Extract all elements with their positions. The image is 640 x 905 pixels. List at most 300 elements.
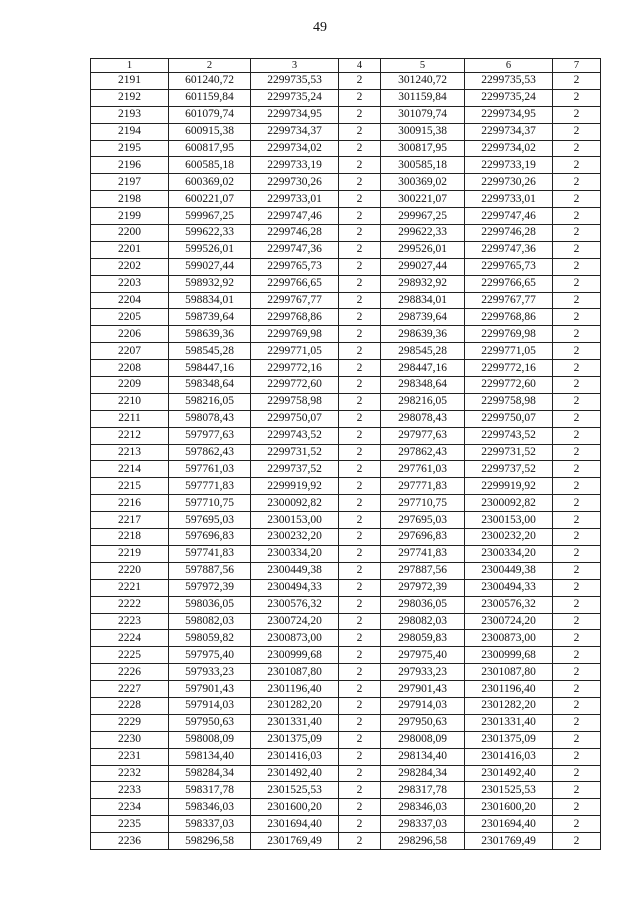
table-cell: 2222 [91,596,169,613]
table-cell: 2299769,98 [465,326,553,343]
table-cell: 597950,63 [169,714,251,731]
table-cell: 2301087,80 [251,664,339,681]
table-row [91,630,601,647]
table-cell: 598447,16 [169,360,251,377]
table-cell: 2 [339,596,381,613]
table-cell: 2300092,82 [465,495,553,512]
table-cell: 2 [339,157,381,174]
table-cell: 2 [553,309,601,326]
table-cell: 597977,63 [169,427,251,444]
table-cell: 299967,25 [381,208,465,225]
table-cell: 2300999,68 [465,647,553,664]
table-cell: 298059,83 [381,630,465,647]
table-cell: 2 [339,123,381,140]
table-cell: 2299734,95 [251,106,339,123]
table-cell: 2215 [91,478,169,495]
table-cell: 2 [339,512,381,529]
column-header: 7 [553,59,601,73]
table-cell: 2 [553,241,601,258]
table-cell: 2301694,40 [465,816,553,833]
table-cell: 2299733,01 [251,191,339,208]
table-row [91,377,601,394]
table-cell: 2301416,03 [465,748,553,765]
table-cell: 2233 [91,782,169,799]
table-cell: 2 [553,647,601,664]
table-body [91,73,601,850]
table-cell: 2212 [91,427,169,444]
table-cell: 2299735,24 [465,89,553,106]
column-header: 2 [169,59,251,73]
table-cell: 2301525,53 [465,782,553,799]
table-cell: 2299733,19 [251,157,339,174]
table-row [91,140,601,157]
table-cell: 597761,03 [169,461,251,478]
table-cell: 2 [339,647,381,664]
table-cell: 298317,78 [381,782,465,799]
table-cell: 298284,34 [381,765,465,782]
table-cell: 298082,03 [381,613,465,630]
table-cell: 2299746,28 [251,225,339,242]
table-cell: 2 [339,191,381,208]
table-cell: 2217 [91,512,169,529]
table-cell: 2299767,77 [251,292,339,309]
table-cell: 2300449,38 [465,562,553,579]
table-cell: 2299750,07 [465,410,553,427]
table-cell: 2 [339,309,381,326]
table-row [91,258,601,275]
table-cell: 2299743,52 [251,427,339,444]
table-cell: 298296,58 [381,833,465,850]
table-cell: 2 [339,681,381,698]
table-row [91,427,601,444]
table-cell: 2209 [91,377,169,394]
table-cell: 2 [553,73,601,90]
table-cell: 2300153,00 [251,512,339,529]
table-cell: 2299758,98 [465,393,553,410]
table-cell: 300221,07 [381,191,465,208]
table-cell: 297761,03 [381,461,465,478]
table-cell: 2198 [91,191,169,208]
table-cell: 2301600,20 [465,799,553,816]
table-cell: 2299734,02 [251,140,339,157]
table-cell: 2216 [91,495,169,512]
table-cell: 2299765,73 [465,258,553,275]
table-cell: 2 [339,208,381,225]
table-cell: 2301769,49 [465,833,553,850]
table-cell: 2224 [91,630,169,647]
table-row [91,512,601,529]
table-cell: 2 [553,630,601,647]
table-cell: 2 [553,579,601,596]
table-cell: 2200 [91,225,169,242]
table-cell: 2299766,65 [465,275,553,292]
table-cell: 2 [339,174,381,191]
table-cell: 2234 [91,799,169,816]
table-cell: 2299734,37 [251,123,339,140]
table-cell: 2193 [91,106,169,123]
table-cell: 2202 [91,258,169,275]
table-cell: 2 [339,697,381,714]
table-cell: 297695,03 [381,512,465,529]
table-row [91,208,601,225]
table-cell: 601240,72 [169,73,251,90]
table-row [91,191,601,208]
table-cell: 300915,38 [381,123,465,140]
table-cell: 2220 [91,562,169,579]
table-cell: 2 [553,799,601,816]
table-cell: 600915,38 [169,123,251,140]
table-cell: 2226 [91,664,169,681]
table-cell: 598078,43 [169,410,251,427]
table-cell: 2 [339,377,381,394]
table-cell: 2 [339,478,381,495]
table-cell: 2 [339,326,381,343]
table-cell: 2235 [91,816,169,833]
table-row [91,799,601,816]
table-cell: 2299731,52 [251,444,339,461]
table-row [91,579,601,596]
table-cell: 2300576,32 [251,596,339,613]
table-cell: 598337,03 [169,816,251,833]
table-cell: 2299758,98 [251,393,339,410]
table-cell: 2 [553,816,601,833]
table-row [91,748,601,765]
table-cell: 598348,64 [169,377,251,394]
table-row [91,393,601,410]
table-cell: 2299747,36 [251,241,339,258]
table-cell: 298834,01 [381,292,465,309]
table-cell: 2299766,65 [251,275,339,292]
table-cell: 2299730,26 [251,174,339,191]
table-cell: 297771,83 [381,478,465,495]
table-cell: 597696,83 [169,529,251,546]
table-cell: 2 [339,765,381,782]
table-cell: 599967,25 [169,208,251,225]
table-cell: 2299919,92 [465,478,553,495]
table-row [91,444,601,461]
table-cell: 2 [553,191,601,208]
column-header: 1 [91,59,169,73]
table-cell: 2213 [91,444,169,461]
column-header: 3 [251,59,339,73]
table-cell: 298348,64 [381,377,465,394]
table-row [91,782,601,799]
table-cell: 2 [553,360,601,377]
table-cell: 300585,18 [381,157,465,174]
table-cell: 598216,05 [169,393,251,410]
table-cell: 2 [339,562,381,579]
table-cell: 2230 [91,731,169,748]
table-row [91,73,601,90]
table-cell: 2218 [91,529,169,546]
table-cell: 2 [339,444,381,461]
table-cell: 600817,95 [169,140,251,157]
table-cell: 297741,83 [381,545,465,562]
table-cell: 2 [553,562,601,579]
table-cell: 2 [339,748,381,765]
table-cell: 2299735,53 [465,73,553,90]
table-cell: 2299747,36 [465,241,553,258]
table-row [91,714,601,731]
table-cell: 2 [553,377,601,394]
table-row [91,647,601,664]
table-cell: 598036,05 [169,596,251,613]
table-cell: 2299743,52 [465,427,553,444]
table-cell: 2299769,98 [251,326,339,343]
table-cell: 2232 [91,765,169,782]
table-cell: 2299768,86 [251,309,339,326]
table-cell: 2300724,20 [465,613,553,630]
table-cell: 297901,43 [381,681,465,698]
table-cell: 2236 [91,833,169,850]
table-cell: 297972,39 [381,579,465,596]
table-cell: 297933,23 [381,664,465,681]
table-row [91,697,601,714]
table-cell: 2300999,68 [251,647,339,664]
table-cell: 2 [553,765,601,782]
table-cell: 601079,74 [169,106,251,123]
table-cell: 2299730,26 [465,174,553,191]
table-row [91,731,601,748]
table-cell: 2300092,82 [251,495,339,512]
table-cell: 301079,74 [381,106,465,123]
table-cell: 298337,03 [381,816,465,833]
table-cell: 298739,64 [381,309,465,326]
table-cell: 301240,72 [381,73,465,90]
table-cell: 2221 [91,579,169,596]
table-cell: 2228 [91,697,169,714]
table-cell: 2207 [91,343,169,360]
table-row [91,174,601,191]
table-cell: 2 [339,343,381,360]
table-cell: 298639,36 [381,326,465,343]
table-cell: 2299772,16 [251,360,339,377]
table-cell: 2299767,77 [465,292,553,309]
table-cell: 2 [339,664,381,681]
column-header: 5 [381,59,465,73]
table-cell: 2 [339,731,381,748]
table-cell: 2301196,40 [465,681,553,698]
table-cell: 2301694,40 [251,816,339,833]
table-cell: 2204 [91,292,169,309]
table-cell: 2203 [91,275,169,292]
table-cell: 2 [339,410,381,427]
table-cell: 2231 [91,748,169,765]
table-cell: 2300153,00 [465,512,553,529]
table-cell: 2299735,24 [251,89,339,106]
table-cell: 2 [553,495,601,512]
table-cell: 2300494,33 [465,579,553,596]
table-cell: 598284,34 [169,765,251,782]
table-cell: 2 [553,596,601,613]
table-cell: 2219 [91,545,169,562]
table-cell: 2 [553,174,601,191]
table-cell: 298078,43 [381,410,465,427]
table-cell: 2 [339,630,381,647]
table-row [91,360,601,377]
table-row [91,529,601,546]
table-cell: 2194 [91,123,169,140]
table-cell: 2299734,37 [465,123,553,140]
table-cell: 2 [339,241,381,258]
table-cell: 298134,40 [381,748,465,765]
table-cell: 2301600,20 [251,799,339,816]
table-cell: 2 [553,410,601,427]
table-cell: 2299733,01 [465,191,553,208]
table-row [91,157,601,174]
table-cell: 2 [339,73,381,90]
table-cell: 2299772,60 [251,377,339,394]
table-cell: 298447,16 [381,360,465,377]
table-cell: 2300334,20 [465,545,553,562]
table-cell: 2 [553,512,601,529]
table-cell: 297887,56 [381,562,465,579]
table-cell: 300817,95 [381,140,465,157]
table-cell: 2299747,46 [465,208,553,225]
table-cell: 598932,92 [169,275,251,292]
table-cell: 2301375,09 [251,731,339,748]
table-cell: 2299735,53 [251,73,339,90]
table-cell: 2 [339,140,381,157]
table-cell: 2 [553,393,601,410]
table-cell: 598739,64 [169,309,251,326]
table-cell: 597972,39 [169,579,251,596]
table-row [91,343,601,360]
table-row [91,664,601,681]
table-cell: 2300873,00 [465,630,553,647]
table-header-row [91,59,601,73]
table-cell: 2299737,52 [251,461,339,478]
table-cell: 2 [339,393,381,410]
table-row [91,816,601,833]
table-row [91,562,601,579]
table-cell: 2301416,03 [251,748,339,765]
table-cell: 2301282,20 [465,697,553,714]
table-cell: 2301375,09 [465,731,553,748]
table-cell: 2 [339,833,381,850]
table-cell: 2299731,52 [465,444,553,461]
table-cell: 2301769,49 [251,833,339,850]
table-cell: 2 [553,343,601,360]
table-cell: 2 [553,427,601,444]
table-cell: 597933,23 [169,664,251,681]
table-row [91,613,601,630]
table-cell: 2299772,16 [465,360,553,377]
table-cell: 2301196,40 [251,681,339,698]
table-cell: 2192 [91,89,169,106]
table-cell: 2 [553,444,601,461]
table-cell: 598545,28 [169,343,251,360]
table-cell: 2 [553,292,601,309]
table-cell: 298932,92 [381,275,465,292]
table-cell: 2 [339,461,381,478]
table-cell: 2 [339,292,381,309]
table-cell: 2 [339,106,381,123]
table-cell: 2199 [91,208,169,225]
table-cell: 598317,78 [169,782,251,799]
table-cell: 2 [553,123,601,140]
table-cell: 2 [339,258,381,275]
table-cell: 597771,83 [169,478,251,495]
table-cell: 598346,03 [169,799,251,816]
column-header: 6 [465,59,553,73]
table-cell: 600369,02 [169,174,251,191]
table-cell: 600585,18 [169,157,251,174]
table-cell: 298545,28 [381,343,465,360]
table-row [91,478,601,495]
page-number: 49 [313,20,327,35]
table-cell: 2227 [91,681,169,698]
table-cell: 597975,40 [169,647,251,664]
table-cell: 2300232,20 [251,529,339,546]
table-cell: 2301492,40 [465,765,553,782]
table-cell: 2 [339,427,381,444]
table-cell: 599622,33 [169,225,251,242]
table-cell: 300369,02 [381,174,465,191]
table-cell: 299526,01 [381,241,465,258]
table-cell: 2196 [91,157,169,174]
table-cell: 2301331,40 [465,714,553,731]
table-row [91,241,601,258]
table-cell: 2 [339,782,381,799]
table-cell: 297696,83 [381,529,465,546]
table-cell: 2 [553,326,601,343]
coordinates-table [90,58,601,850]
table-row [91,545,601,562]
table-cell: 2 [553,697,601,714]
table-cell: 598082,03 [169,613,251,630]
table-cell: 2 [553,731,601,748]
table-cell: 2 [339,579,381,596]
table-row [91,596,601,613]
table-row [91,123,601,140]
table-cell: 297914,03 [381,697,465,714]
table-cell: 2300724,20 [251,613,339,630]
table-cell: 2 [553,275,601,292]
table-cell: 2299750,07 [251,410,339,427]
table-cell: 2299734,95 [465,106,553,123]
table-cell: 297862,43 [381,444,465,461]
table-cell: 2 [553,545,601,562]
table-cell: 2 [553,258,601,275]
table-row [91,309,601,326]
table-cell: 598834,01 [169,292,251,309]
table-cell: 2 [339,613,381,630]
table-cell: 2 [339,529,381,546]
table-cell: 2 [339,495,381,512]
table-cell: 2299746,28 [465,225,553,242]
table-cell: 298346,03 [381,799,465,816]
table-cell: 2 [553,681,601,698]
table-cell: 598008,09 [169,731,251,748]
table-cell: 2 [339,799,381,816]
table-cell: 2211 [91,410,169,427]
table-cell: 299027,44 [381,258,465,275]
table-cell: 2299733,19 [465,157,553,174]
table-cell: 597862,43 [169,444,251,461]
table-row [91,410,601,427]
table-cell: 2299747,46 [251,208,339,225]
table-cell: 2214 [91,461,169,478]
table-cell: 2 [339,360,381,377]
table-cell: 597710,75 [169,495,251,512]
table-cell: 297977,63 [381,427,465,444]
table-cell: 2206 [91,326,169,343]
table-cell: 2208 [91,360,169,377]
table-cell: 597887,56 [169,562,251,579]
table-row [91,833,601,850]
table-cell: 2 [339,714,381,731]
